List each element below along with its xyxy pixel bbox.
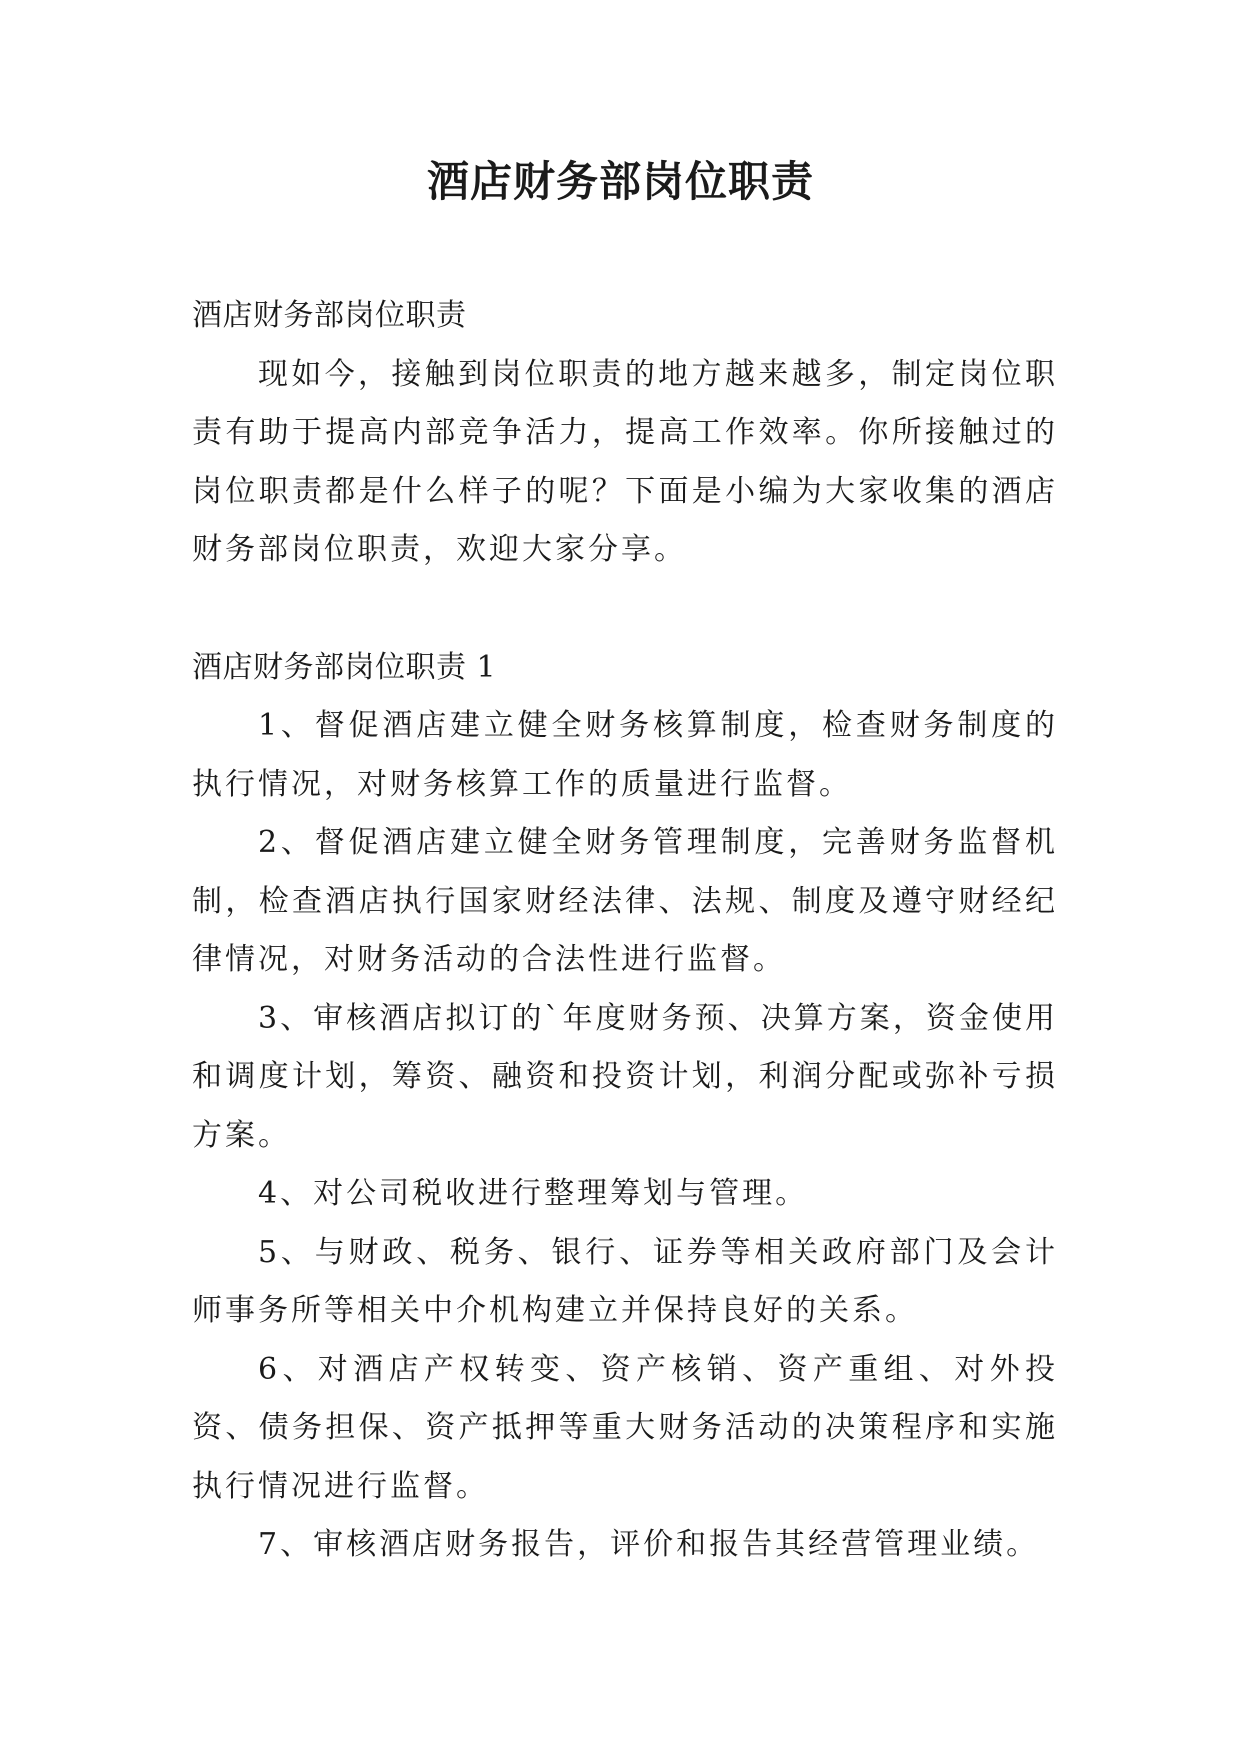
document-title: 酒店财务部岗位职责	[426, 157, 814, 206]
paragraph-gap	[192, 580, 1058, 639]
duty-item-5: 5、与财政、税务、银行、证券等相关政府部门及会计师事务所等相关中介机构建立并保持良好的关系。	[192, 1234, 1058, 1328]
duty-item-7: 7、审核酒店财务报告，评价和报告其经营管理业绩。	[258, 1527, 1040, 1562]
duty-item-6: 6、对酒店产权转变、资产核销、资产重组、对外投资、债务担保、资产抵押等重大财务活动的决策程序和实施执行情况进行监督。	[192, 1351, 1058, 1504]
document-body	[192, 287, 1058, 1575]
duty-item-3: 3、审核酒店拟订的`年度财务预、决算方案，资金使用和调度计划，筹资、融资和投资计划，利润分配或弥补亏损方案。	[192, 1000, 1058, 1153]
intro-paragraph: 现如今，接触到岗位职责的地方越来越多，制定岗位职责有助于提高内部竞争活力，提高工作效率。你所接触过的岗位职责都是什么样子的呢？下面是小编为大家收集的酒店财务部岗位职责，欢迎大家分享。	[192, 356, 1058, 567]
document-subtitle: 酒店财务部岗位职责	[192, 298, 467, 333]
duty-item-4: 4、对公司税收进行整理筹划与管理。	[258, 1176, 809, 1211]
duty-item-2: 2、督促酒店建立健全财务管理制度，完善财务监督机制，检查酒店执行国家财经法律、法规、制度及遵守财经纪律情况，对财务活动的合法性进行监督。	[192, 825, 1058, 977]
section-heading: 酒店财务部岗位职责 1	[192, 649, 497, 685]
duty-item-1: 1、督促酒店建立健全财务核算制度，检查财务制度的执行情况，对财务核算工作的质量进行监督。	[192, 708, 1058, 802]
